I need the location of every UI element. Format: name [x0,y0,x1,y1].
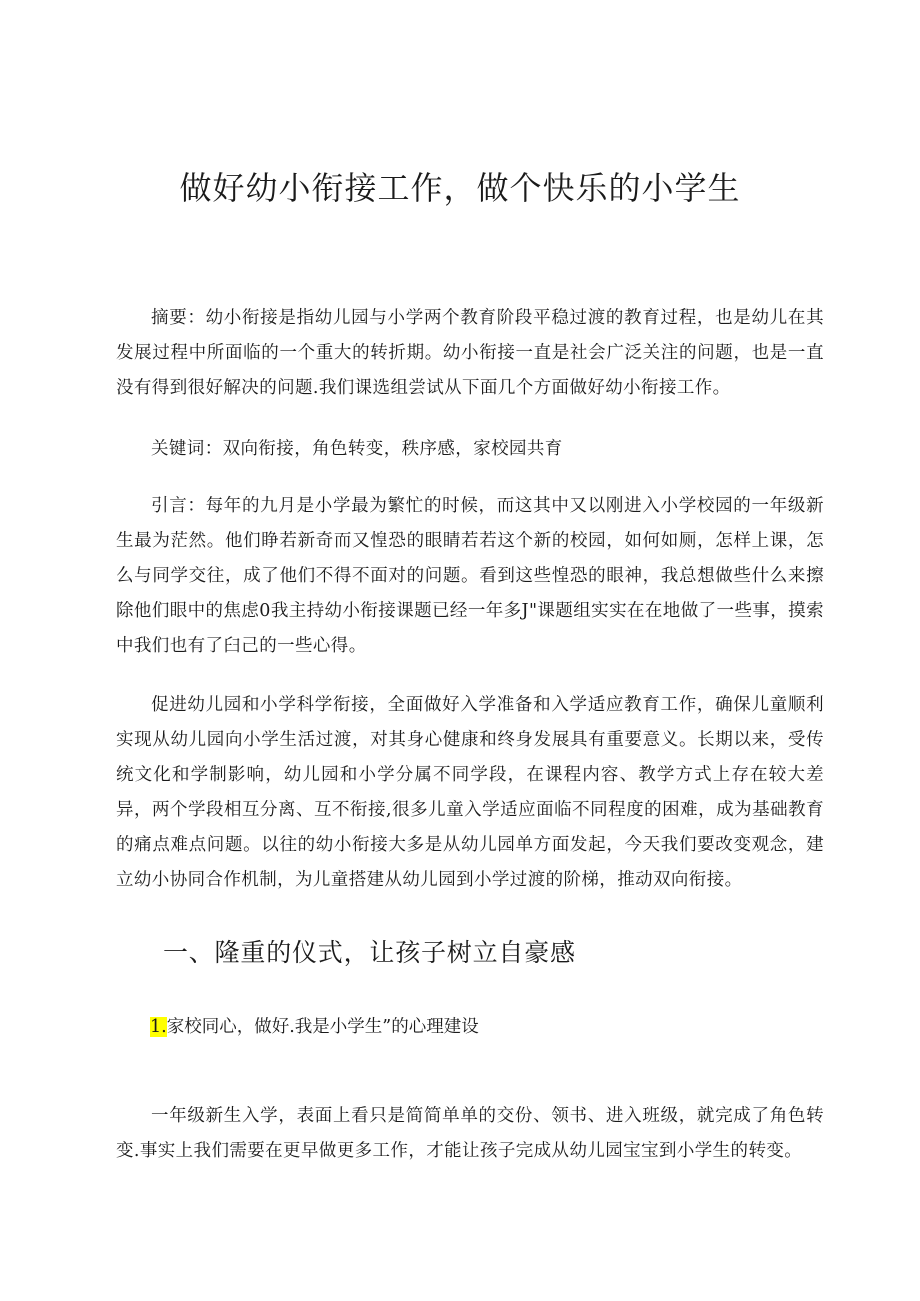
body-paragraph-first-grade: 一年级新生入学，表面上看只是简简单单的交份、领书、进入班级，就完成了角色转变.事实上我们需要在更早做更多工作，才能让孩子完成从幼儿园宝宝到小学生的转变。 [116,1106,824,1161]
section-heading: 一、隆重的仪式，让孩子树立自豪感 [163,938,576,967]
subsection-heading [150,1011,479,1043]
keywords-paragraph: 关键词：双向衔接，角色转变，秩序感，家校园共育 [151,439,563,459]
subsection-number-highlight: 1. [150,1017,167,1037]
subsection-heading-text: 家校同心，做好.我是小学生”的心理建设 [166,1017,479,1037]
document-title: 做好幼小衔接工作，做个快乐的小学生 [179,169,741,207]
abstract-paragraph: 摘要：幼小衔接是指幼儿园与小学两个教育阶段平稳过渡的教育过程，也是幼儿在其发展过程中所面临的一个重大的转折期。幼小衔接一直是社会广泛关注的问题，也是一直没有得到很好解决的问题.我们课选组尝试从下面几个方面做好幼小衔接工作。 [116,308,824,398]
intro-paragraph: 引言：每年的九月是小学最为繁忙的时候，而这其中又以刚进入小学校园的一年级新生最为茫然。他们睁若新奇而又惶恐的眼睛若若这个新的校园，如何如厕，怎样上课，怎么与同学交往，成了他们不得不面对的问题。看到这些惶恐的眼神，我总想做些什么来擦除他们眼中的焦虑0我主持幼小衔接课题已经一年多J"课题组实实在在地做了一些事，摸索中我们也有了臼己的一些心得。 [116,496,824,656]
body-paragraph: 促进幼儿园和小学科学衔接，全面做好入学准备和入学适应教育工作，确保儿童顺利实现从幼儿园向小学生活过渡，对其身心健康和终身发展具有重要意义。长期以来，受传统文化和学制影响，幼儿园和小学分属不同学段，在课程内容、教学方式上存在较大差异，两个学段相互分离、互不衔接,很多儿童入学适应面临不同程度的困难，成为基础教育的痛点难点问题。以往的幼小衔接大多是从幼儿园单方面发起，今天我们要改变观念，建立幼小协同合作机制，为儿童搭建从幼儿园到小学过渡的阶梯，推动双向衔接。 [116,695,824,890]
